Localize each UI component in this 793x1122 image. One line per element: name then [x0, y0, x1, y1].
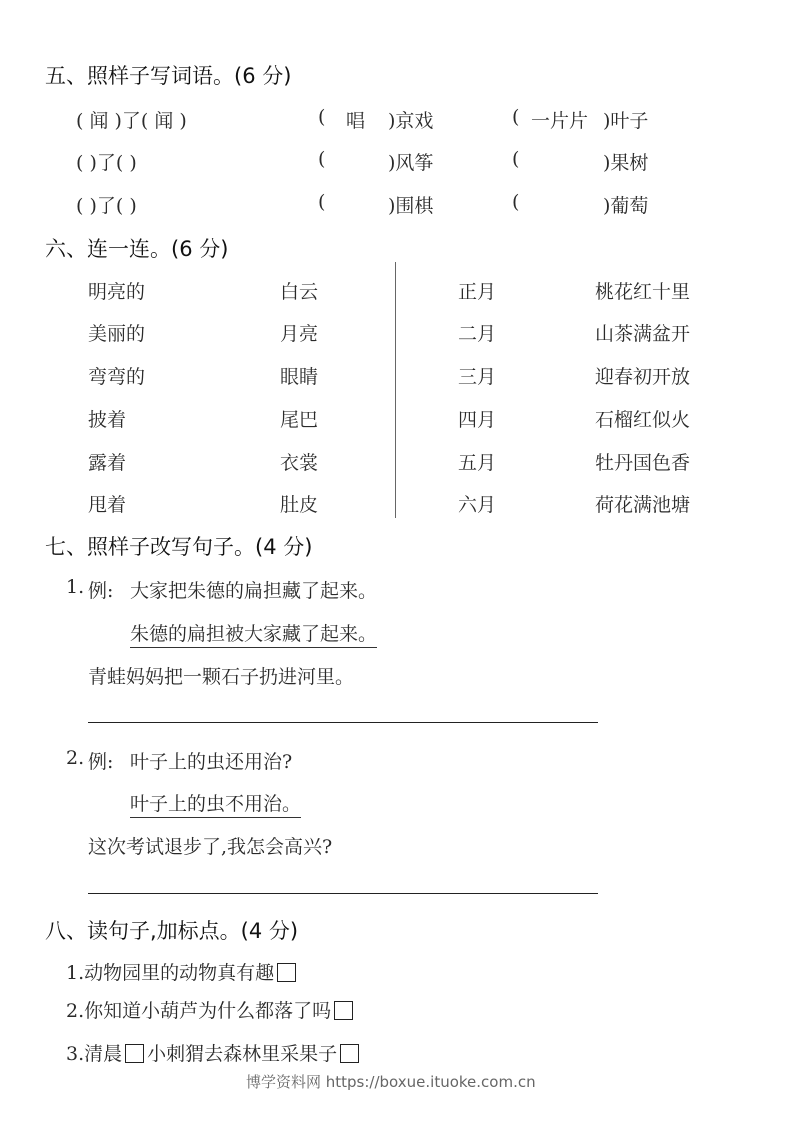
fill-blank-input[interactable] — [531, 148, 601, 170]
example-answer: 叶子上的虫不用治。 — [130, 789, 301, 818]
fill-blank-close: )叶子 — [603, 110, 649, 132]
fill-blank-pair[interactable]: ( )了( ) — [76, 195, 137, 217]
section8-title: 八、读句子,加标点。(4 分) — [45, 919, 299, 943]
example-answer: 朱德的扁担被大家藏了起来。 — [130, 619, 377, 648]
item-number: 1. — [66, 576, 85, 598]
fill-blank-open: ( — [318, 191, 326, 213]
match-item[interactable]: 四月 — [458, 409, 497, 431]
match-item[interactable]: 月亮 — [280, 323, 319, 345]
example-sentence: 叶子上的虫还用治? — [130, 751, 293, 773]
match-item[interactable]: 尾巴 — [280, 409, 319, 431]
punctuation-item-1 — [66, 958, 299, 985]
fill-blank-pair: ( 闻 )了( 闻 ) — [76, 110, 187, 132]
item-number: 2. — [66, 1000, 85, 1022]
punctuation-box[interactable] — [334, 1001, 353, 1020]
example-sentence: 大家把朱德的扁担藏了起来。 — [130, 580, 378, 602]
fill-blank-close: )京戏 — [388, 110, 434, 132]
match-item[interactable]: 甩着 — [88, 494, 127, 516]
fill-blank-open: ( — [512, 148, 520, 170]
match-item[interactable]: 六月 — [458, 494, 497, 516]
question-sentence: 这次考试退步了,我怎会高兴? — [88, 836, 333, 858]
match-item[interactable]: 披着 — [88, 409, 127, 431]
match-item[interactable]: 肚皮 — [280, 494, 319, 516]
match-item[interactable]: 弯弯的 — [88, 366, 146, 388]
answer-line[interactable] — [88, 893, 598, 894]
match-item[interactable]: 桃花红十里 — [595, 281, 691, 303]
section5-title: 五、照样子写词语。(6 分) — [45, 64, 292, 88]
fill-blank-answer: 一片片 — [531, 110, 589, 132]
match-item[interactable]: 二月 — [458, 323, 497, 345]
punctuation-box[interactable] — [277, 963, 296, 982]
match-item[interactable]: 牡丹国色香 — [595, 452, 691, 474]
match-item[interactable]: 山茶满盆开 — [595, 323, 691, 345]
section6-title: 六、连一连。(6 分) — [45, 237, 229, 261]
sentence-text: 动物园里的动物真有趣 — [84, 962, 275, 984]
fill-blank-close: )果树 — [603, 152, 649, 174]
item-number: 3. — [66, 1043, 85, 1065]
match-item[interactable]: 露着 — [88, 452, 127, 474]
fill-blank-open: ( — [512, 106, 520, 128]
sentence-text: 小刺猬去森林里采果子 — [147, 1043, 338, 1065]
match-item[interactable]: 衣裳 — [280, 452, 319, 474]
punctuation-box[interactable] — [340, 1044, 359, 1063]
fill-blank-input[interactable] — [531, 191, 601, 213]
match-item[interactable]: 美丽的 — [88, 323, 146, 345]
fill-blank-input[interactable] — [346, 148, 384, 170]
footer-watermark: 博学资料网 https://boxue.ituoke.com.cn — [246, 1073, 536, 1091]
match-item[interactable]: 白云 — [280, 281, 319, 303]
fill-blank-open: ( — [512, 191, 520, 213]
match-item[interactable]: 眼睛 — [280, 366, 319, 388]
section7-title: 七、照样子改写句子。(4 分) — [45, 535, 313, 559]
fill-blank-pair[interactable]: ( )了( ) — [76, 152, 137, 174]
fill-blank-answer: 唱 — [346, 110, 366, 132]
example-label: 例: — [88, 751, 114, 773]
example-label: 例: — [88, 580, 114, 602]
match-item[interactable]: 三月 — [458, 366, 497, 388]
fill-blank-open: ( — [318, 106, 326, 128]
fill-blank-close: )围棋 — [388, 195, 434, 217]
fill-blank-open: ( — [318, 148, 326, 170]
match-item[interactable]: 石榴红似火 — [595, 409, 691, 431]
match-item[interactable]: 正月 — [458, 281, 497, 303]
question-sentence: 青蛙妈妈把一颗石子扔进河里。 — [88, 666, 355, 688]
item-number: 2. — [66, 747, 85, 769]
punctuation-item-2 — [66, 996, 356, 1023]
sentence-text: 清晨 — [84, 1043, 123, 1065]
punctuation-item-3 — [66, 1039, 362, 1066]
item-number: 1. — [66, 962, 85, 984]
match-item[interactable]: 明亮的 — [88, 281, 146, 303]
punctuation-box[interactable] — [125, 1044, 144, 1063]
fill-blank-close: )风筝 — [388, 152, 434, 174]
match-item[interactable]: 荷花满池塘 — [595, 494, 691, 516]
match-item[interactable]: 迎春初开放 — [595, 366, 691, 388]
fill-blank-close: )葡萄 — [603, 195, 649, 217]
column-divider — [395, 262, 396, 518]
fill-blank-input[interactable] — [346, 191, 384, 213]
match-item[interactable]: 五月 — [458, 452, 497, 474]
sentence-text: 你知道小葫芦为什么都落了吗 — [84, 1000, 332, 1022]
answer-line[interactable] — [88, 722, 598, 723]
